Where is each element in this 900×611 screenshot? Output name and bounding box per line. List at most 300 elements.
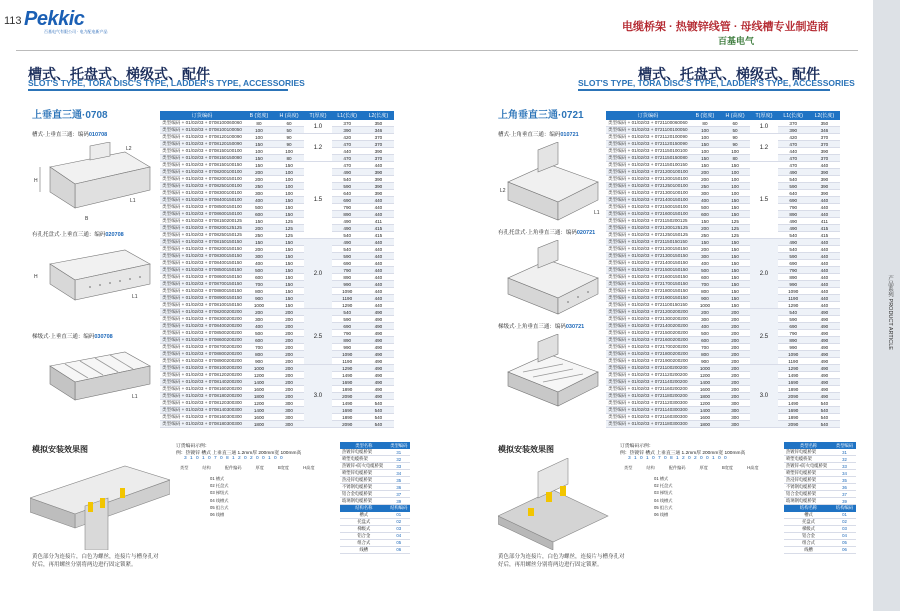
table-cell: 类型编码 + 01/02/03 + 0708300150150 <box>160 253 244 260</box>
struct-name: 线槽 <box>340 546 388 553</box>
table-cell: 540 <box>363 407 394 414</box>
type-name: 热镀锌电缆桥架 <box>340 449 388 456</box>
table-cell: 100 <box>244 127 274 134</box>
table-cell: 150 <box>244 239 274 246</box>
table-cell: 700 <box>244 344 274 351</box>
table-cell: 440 <box>809 246 840 253</box>
table-cell: 690 <box>332 197 363 204</box>
table-cell: 440 <box>363 162 394 169</box>
col-header: L1(长度) <box>332 111 363 120</box>
table-cell: 1290 <box>332 365 363 372</box>
type-name: 热镀锌+防火电缆桥架 <box>784 463 833 470</box>
table-cell: 300 <box>690 253 720 260</box>
table-row <box>606 337 840 344</box>
table-row <box>606 267 840 274</box>
table-cell: 470 <box>778 141 809 148</box>
install-drawing-right <box>498 458 618 550</box>
table-cell: 类型编码 + 01/02/03 + 0708120300300 <box>160 400 244 407</box>
table-cell: 200 <box>244 225 274 232</box>
table-cell: 1400 <box>244 379 274 386</box>
table-cell: 370 <box>363 155 394 162</box>
table-cell: 390 <box>363 176 394 183</box>
table-row <box>606 288 840 295</box>
table-cell: 类型编码 + 01/02/03 + 0721500150150 <box>606 267 690 274</box>
table-cell: 540 <box>809 400 840 407</box>
table-cell: 200 <box>274 358 304 365</box>
table-row <box>606 358 840 365</box>
type-code: 39 <box>833 498 856 505</box>
table-cell: 890 <box>332 337 363 344</box>
table-cell: 200 <box>720 323 750 330</box>
table-cell: 800 <box>244 351 274 358</box>
svg-text:H: H <box>34 178 38 184</box>
table-cell: 类型编码 + 01/02/03 + 0708600150100 <box>160 211 244 218</box>
table-cell: 类型编码 + 01/02/03 + 0708200100100 <box>160 169 244 176</box>
table-row <box>160 190 394 197</box>
struct-name: 槽式 <box>784 512 833 519</box>
table-row <box>606 134 840 141</box>
table-cell: 800 <box>244 288 274 295</box>
table-cell: 类型编码 + 01/02/03 + 0721300100100 <box>606 190 690 197</box>
table-cell: 490 <box>332 169 363 176</box>
section-title-right: 槽式、托盘式、梯级式、配件 <box>638 66 820 82</box>
table-cell: 700 <box>244 281 274 288</box>
table-cell: 1890 <box>332 386 363 393</box>
table-row <box>606 246 840 253</box>
table-row <box>160 400 394 407</box>
table-cell: 类型编码 + 01/02/03 + 0708800200200 <box>160 351 244 358</box>
table-cell: 类型编码 + 01/02/03 + 0721300150150 <box>606 253 690 260</box>
table-cell: 690 <box>332 260 363 267</box>
table-cell: 类型编码 + 01/02/03 + 0708160200200 <box>160 386 244 393</box>
thickness-cell: 1.0 <box>304 120 331 134</box>
table-cell: 1690 <box>332 407 363 414</box>
table-cell: 200 <box>720 386 750 393</box>
table-cell: 200 <box>720 393 750 400</box>
table-cell: 590 <box>778 316 809 323</box>
order-code-digits-right: 3 1 0 1 0 7 0 8 1 2 0 2 0 0 1 0 0 <box>628 456 728 461</box>
table-row <box>160 281 394 288</box>
table-cell: 540 <box>363 421 394 428</box>
table-cell: 490 <box>363 386 394 393</box>
table-row <box>606 197 840 204</box>
table-cell: 540 <box>332 246 363 253</box>
table-cell: 390 <box>809 183 840 190</box>
tee-drawing-tray <box>30 242 158 312</box>
table-cell: 490 <box>809 379 840 386</box>
table-cell: 790 <box>778 330 809 337</box>
structure-row: 05 组合式 <box>654 504 673 510</box>
table-cell: 415 <box>363 232 394 239</box>
label-type: 类型 <box>624 465 633 470</box>
table-cell: 700 <box>690 281 720 288</box>
type-row <box>340 456 410 463</box>
table-cell: 440 <box>363 239 394 246</box>
table-row <box>606 379 840 386</box>
table-row <box>606 148 840 155</box>
table-row <box>606 309 840 316</box>
table-cell: 540 <box>332 176 363 183</box>
table-cell: 490 <box>809 351 840 358</box>
type-row <box>784 491 856 498</box>
struct-code: 05 <box>388 539 410 546</box>
struct-name: 铝合金 <box>340 532 388 539</box>
table-cell: 600 <box>244 337 274 344</box>
table-cell: 490 <box>363 393 394 400</box>
structure-row: 05 组合式 <box>210 504 229 510</box>
header-divider <box>16 50 858 51</box>
table-cell: 415 <box>363 225 394 232</box>
table-cell: 类型编码 + 01/02/03 + 0721120200200 <box>606 372 690 379</box>
table-cell: 490 <box>363 337 394 344</box>
structure-list-right <box>654 475 672 518</box>
table-cell: 440 <box>809 288 840 295</box>
table-cell: 490 <box>363 351 394 358</box>
table-cell: 250 <box>690 232 720 239</box>
table-cell: 1690 <box>778 379 809 386</box>
simulation-title-left: 模拟安装效果图 <box>32 445 88 454</box>
type-code: 37 <box>388 491 410 498</box>
table-cell: 500 <box>244 267 274 274</box>
type-code: 39 <box>388 498 410 505</box>
table-row <box>606 386 840 393</box>
table-cell: 200 <box>720 379 750 386</box>
thickness-cell: 2.5 <box>304 309 331 365</box>
struct-name: 托盘式 <box>340 518 388 525</box>
table-cell: 1190 <box>332 295 363 302</box>
table-cell: 470 <box>778 162 809 169</box>
type-code: 33 <box>833 463 856 470</box>
table-cell: 1200 <box>690 372 720 379</box>
table-cell: 490 <box>332 225 363 232</box>
table-row <box>160 351 394 358</box>
type-row <box>784 456 856 463</box>
table-cell: 150 <box>720 267 750 274</box>
table-cell: 100 <box>244 134 274 141</box>
table-cell: 类型编码 + 01/02/03 + 0721100100050 <box>606 127 690 134</box>
table-cell: 类型编码 + 01/02/03 + 0721700150150 <box>606 281 690 288</box>
type-name: 热浸锌电缆桥架 <box>784 477 833 484</box>
table-cell: 类型编码 + 01/02/03 + 0708150100100 <box>160 148 244 155</box>
table-cell: 类型编码 + 01/02/03 + 0708200125125 <box>160 225 244 232</box>
svg-text:L1: L1 <box>132 394 138 400</box>
table-cell: 540 <box>778 176 809 183</box>
table-cell: 400 <box>244 197 274 204</box>
table-cell: 350 <box>363 120 394 127</box>
table-cell: 440 <box>809 162 840 169</box>
table-cell: 1690 <box>778 407 809 414</box>
table-cell: 类型编码 + 01/02/03 + 0721900200200 <box>606 358 690 365</box>
table-cell: 640 <box>332 190 363 197</box>
table-cell: 690 <box>332 323 363 330</box>
type-name: 喷塑电缆桥架 <box>340 456 388 463</box>
table-cell: 类型编码 + 01/02/03 + 0708140300300 <box>160 407 244 414</box>
table-cell: 1600 <box>244 386 274 393</box>
table-cell: 100 <box>274 148 304 155</box>
table-cell: 125 <box>720 218 750 225</box>
svg-text:L1: L1 <box>132 294 138 300</box>
table-cell: 类型编码 + 01/02/03 + 0708400150150 <box>160 260 244 267</box>
table-cell: 200 <box>690 169 720 176</box>
table-cell: 类型编码 + 01/02/03 + 0708100200200 <box>160 365 244 372</box>
table-cell: 150 <box>720 204 750 211</box>
table-cell: 类型编码 + 01/02/03 + 0708600200200 <box>160 337 244 344</box>
table-cell: 90 <box>274 141 304 148</box>
col-header: L1(长度) <box>778 111 809 120</box>
col-header: 类型名称 <box>340 442 388 449</box>
type-code: 36 <box>388 484 410 491</box>
col-header: L2(长度) <box>363 111 394 120</box>
table-cell: 440 <box>363 274 394 281</box>
type-row <box>340 463 410 470</box>
table-cell: 150 <box>274 302 304 309</box>
install-note-right: 黄色部分为连接片，白色为螺丝，连接片与槽身孔对好后，再用螺丝分别将两边进行固定锁紧。 <box>498 554 625 568</box>
table-cell: 1000 <box>690 365 720 372</box>
thickness-cell: 3.0 <box>750 365 777 428</box>
table-cell: 200 <box>274 351 304 358</box>
table-cell: 150 <box>274 239 304 246</box>
struct-name: 托盘式 <box>784 518 833 525</box>
table-cell: 150 <box>274 288 304 295</box>
struct-code: 01 <box>833 512 856 519</box>
type-row <box>784 477 856 484</box>
table-cell: 1800 <box>690 421 720 428</box>
table-cell: 类型编码 + 01/02/03 + 0721100200200 <box>606 365 690 372</box>
type-code: 35 <box>388 477 410 484</box>
table-cell: 600 <box>690 274 720 281</box>
table-cell: 200 <box>720 358 750 365</box>
table-cell: 100 <box>720 176 750 183</box>
table-row <box>160 148 394 155</box>
table-cell: 类型编码 + 01/02/03 + 0721400150100 <box>606 197 690 204</box>
table-cell: 1090 <box>332 288 363 295</box>
thickness-cell: 2.5 <box>750 309 777 365</box>
brand-logo: Pekkic <box>24 8 85 30</box>
table-row <box>160 155 394 162</box>
product-title-left: 上垂直三通·0708 <box>32 110 108 121</box>
table-cell: 390 <box>809 148 840 155</box>
table-row <box>606 351 840 358</box>
table-cell: 125 <box>274 232 304 239</box>
table-cell: 1490 <box>778 400 809 407</box>
struct-code: 05 <box>833 539 856 546</box>
table-cell: 890 <box>332 211 363 218</box>
table-cell: 440 <box>809 204 840 211</box>
table-cell: 100 <box>720 190 750 197</box>
table-row <box>606 295 840 302</box>
table-cell: 100 <box>274 169 304 176</box>
table-cell: 400 <box>690 197 720 204</box>
structure-row: 06 线槽 <box>210 512 225 518</box>
label-height: H高度 <box>747 465 759 470</box>
table-cell: 590 <box>778 253 809 260</box>
table-cell: 150 <box>690 218 720 225</box>
table-cell: 490 <box>363 372 394 379</box>
section-title-left: 槽式、托盘式、梯级式、配件 <box>28 66 210 82</box>
install-drawing-left <box>30 458 170 550</box>
table-row <box>606 400 840 407</box>
table-cell: 470 <box>778 155 809 162</box>
type-name: 热镀锌电缆桥架 <box>784 449 833 456</box>
table-row <box>160 218 394 225</box>
table-cell: 1600 <box>244 414 274 421</box>
table-cell: 990 <box>332 344 363 351</box>
table-cell: 540 <box>809 421 840 428</box>
struct-row <box>340 546 410 553</box>
type-row <box>784 470 856 477</box>
table-row <box>160 295 394 302</box>
table-cell: 200 <box>274 337 304 344</box>
col-header: T(厚度) <box>750 111 777 120</box>
table-cell: 540 <box>809 407 840 414</box>
table-cell: 1890 <box>778 386 809 393</box>
table-cell: 440 <box>809 197 840 204</box>
table-row <box>160 260 394 267</box>
table-cell: 150 <box>274 204 304 211</box>
table-cell: 类型编码 + 01/02/03 + 0708600150150 <box>160 274 244 281</box>
col-header: 订货编码 <box>160 111 244 120</box>
type-name: 喷塑电缆桥架 <box>784 456 833 463</box>
table-cell: 类型编码 + 01/02/03 + 0721150100100 <box>606 148 690 155</box>
table-cell: 300 <box>720 421 750 428</box>
table-cell: 150 <box>244 141 274 148</box>
table-cell: 类型编码 + 01/02/03 + 0721200150100 <box>606 176 690 183</box>
table-cell: 150 <box>720 246 750 253</box>
item-label-slot: 槽式·上垂直三通：编码010708 <box>32 132 108 138</box>
label-thickness: 厚度 <box>699 465 708 470</box>
type-name: 铝合金电缆桥架 <box>784 491 833 498</box>
table-cell: 346 <box>363 127 394 134</box>
table-row <box>606 176 840 183</box>
col-header: 类型名称 <box>784 442 833 449</box>
table-cell: 490 <box>809 386 840 393</box>
table-cell: 490 <box>363 379 394 386</box>
order-code-title-left: 订货编码示例： <box>176 444 210 449</box>
table-cell: 590 <box>332 253 363 260</box>
col-header: H (高度) <box>274 111 304 120</box>
table-cell: 440 <box>363 253 394 260</box>
table-cell: 200 <box>720 309 750 316</box>
table-cell: 200 <box>720 372 750 379</box>
table-cell: 690 <box>778 260 809 267</box>
table-cell: 440 <box>809 211 840 218</box>
thickness-cell: 2.0 <box>304 239 331 309</box>
type-code: 32 <box>833 456 856 463</box>
table-cell: 150 <box>720 253 750 260</box>
table-cell: 1000 <box>690 302 720 309</box>
table-cell: 300 <box>244 190 274 197</box>
table-cell: 490 <box>363 358 394 365</box>
thickness-cell: 1.2 <box>750 134 777 162</box>
table-cell: 150 <box>720 211 750 218</box>
table-row <box>606 365 840 372</box>
table-cell: 类型编码 + 01/02/03 + 0708120100090 <box>160 134 244 141</box>
table-cell: 150 <box>274 267 304 274</box>
table-cell: 350 <box>809 120 840 127</box>
table-cell: 类型编码 + 01/02/03 + 0708120200200 <box>160 372 244 379</box>
table-cell: 200 <box>720 365 750 372</box>
table-cell: 1600 <box>690 386 720 393</box>
table-cell: 类型编码 + 01/02/03 + 0721150100150 <box>606 162 690 169</box>
table-row <box>606 393 840 400</box>
type-row <box>340 491 410 498</box>
struct-name: 槽式 <box>340 512 388 519</box>
structure-row: 03 梯级式 <box>210 490 229 496</box>
table-cell: 490 <box>809 337 840 344</box>
col-header: 类型编码 <box>833 442 856 449</box>
table-row <box>160 225 394 232</box>
svg-text:L2: L2 <box>500 188 506 194</box>
col-header: 结构编码 <box>388 505 410 512</box>
table-cell: 类型编码 + 01/02/03 + 0721160200200 <box>606 386 690 393</box>
table-cell: 540 <box>332 232 363 239</box>
table-row <box>606 225 840 232</box>
table-cell: 415 <box>809 225 840 232</box>
structure-row: 02 托盘式 <box>210 483 229 489</box>
table-cell: 370 <box>332 120 363 127</box>
header-slogan: 电缆桥架 · 热镀锌线管 · 母线槽专业制造商 <box>622 21 829 33</box>
type-name: 喷塑锌电缆桥架 <box>340 470 388 477</box>
table-cell: 200 <box>720 351 750 358</box>
table-row <box>606 204 840 211</box>
table-cell: 440 <box>363 295 394 302</box>
table-row <box>606 232 840 239</box>
type-code: 35 <box>833 477 856 484</box>
type-name: 玻璃钢电缆桥架 <box>784 498 833 505</box>
table-row <box>160 316 394 323</box>
struct-row <box>784 546 856 553</box>
table-cell: 440 <box>809 260 840 267</box>
table-cell: 600 <box>690 337 720 344</box>
struct-code: 03 <box>388 525 410 532</box>
struct-code: 02 <box>833 518 856 525</box>
table-cell: 600 <box>244 211 274 218</box>
table-cell: 890 <box>778 274 809 281</box>
table-cell: 125 <box>720 232 750 239</box>
table-cell: 200 <box>720 337 750 344</box>
table-cell: 490 <box>809 365 840 372</box>
thickness-cell: 1.5 <box>750 162 777 239</box>
struct-row <box>340 539 410 546</box>
struct-code: 02 <box>388 518 410 525</box>
table-cell: 类型编码 + 01/02/03 + 0721600150150 <box>606 274 690 281</box>
table-row <box>160 162 394 169</box>
table-row <box>160 176 394 183</box>
table-cell: 540 <box>332 309 363 316</box>
type-code-table-right <box>784 442 856 554</box>
structure-row: 04 线槽式 <box>210 497 229 503</box>
structure-row: 04 线槽式 <box>654 497 673 503</box>
struct-name: 梯级式 <box>340 525 388 532</box>
table-cell: 类型编码 + 01/02/03 + 0721150150080 <box>606 155 690 162</box>
table-cell: 80 <box>244 120 274 127</box>
table-cell: 440 <box>363 211 394 218</box>
table-cell: 440 <box>363 281 394 288</box>
simulation-title-right: 模拟安装效果图 <box>498 445 554 454</box>
svg-text:L1: L1 <box>130 198 136 204</box>
item-label-tray: 有孔托盘式·上垂直三通：编码020708 <box>32 232 124 238</box>
structure-row: 01 槽式 <box>654 476 669 481</box>
table-cell: 1400 <box>690 407 720 414</box>
table-cell: 300 <box>244 316 274 323</box>
type-code: 31 <box>833 449 856 456</box>
type-row <box>340 477 410 484</box>
table-cell: 150 <box>720 295 750 302</box>
table-cell: 类型编码 + 01/02/03 + 0721200125125 <box>606 225 690 232</box>
table-row <box>606 162 840 169</box>
table-row <box>160 197 394 204</box>
item-label-slot-right: 槽式·上角垂直三通：编码010721 <box>498 132 579 138</box>
